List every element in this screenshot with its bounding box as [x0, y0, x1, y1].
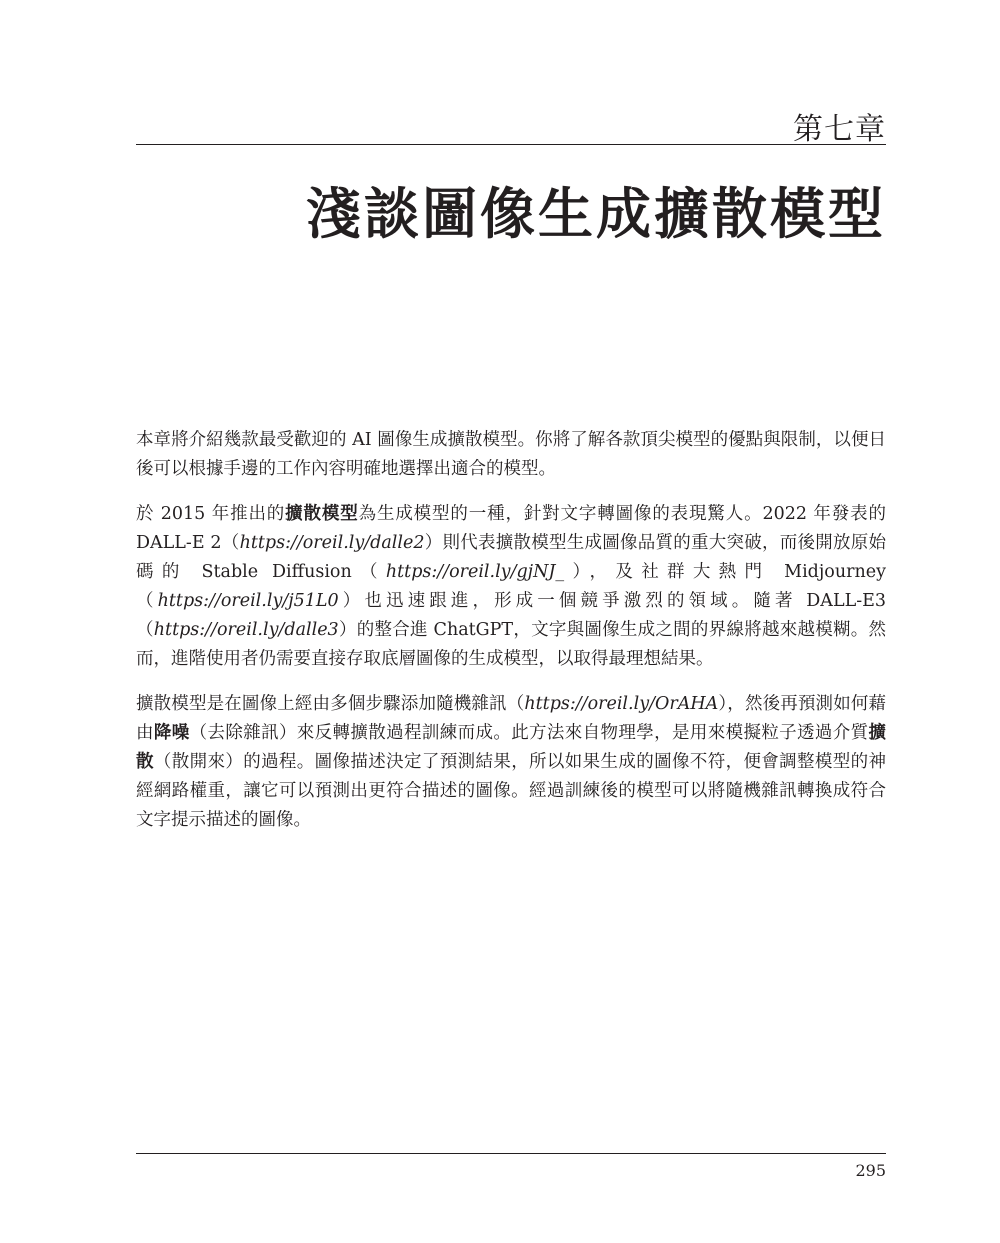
paragraph-mechanism: [136, 690, 886, 835]
link-midjourney[interactable]: https://oreil.ly/j51L0: [157, 591, 339, 611]
text-run: ），然後再預測如何藉由: [136, 694, 887, 743]
text-run: ）也迅速跟進，形成一個競爭激烈的領域。隨著 DALL-E3（: [136, 591, 887, 640]
paragraph-intro: 本章將介紹幾款最受歡迎的 AI 圖像生成擴散模型。你將了解各款頂尖模型的優點與限制，以便日後可以根據手邊的工作內容明確地選擇出適合的模型。: [136, 430, 886, 479]
header-divider: [136, 144, 886, 145]
text-run: 於 2015 年推出的: [136, 504, 286, 524]
text-run: 為生成模型的一種，針對文字轉圖像的表現驚人。2022 年發表的 DALL-E 2（: [136, 504, 886, 553]
page-number: 295: [855, 1161, 886, 1180]
term-diffusion-model: 擴散模型: [285, 504, 359, 524]
text-run: 擴散模型是在圖像上經由多個步驟添加隨機雜訊（: [136, 694, 525, 714]
text-run: ）則代表擴散模型生成圖像品質的重大突破，而後開放原始碼的 Stable Diffusion（: [136, 533, 887, 582]
text-run: （散開來）的過程。圖像描述決定了預測結果，所以如果生成的圖像不符，便會調整模型的神經網路權重，讓它可以預測出更符合描述的圖像。經過訓練後的模型可以將隨機雜訊轉換成符合文字提示描述的圖像。: [136, 752, 887, 830]
link-noise[interactable]: https://oreil.ly/OrAHA: [524, 694, 719, 714]
paragraph-history: [136, 500, 886, 674]
chapter-title: 淺談圖像生成擴散模型: [305, 182, 886, 246]
body-text: [136, 426, 886, 851]
text-run: ）的整合進 ChatGPT，文字與圖像生成之間的界線將越來越模糊。然而，進階使用者仍需要直接存取底層圖像的生成模型，以取得最理想結果。: [136, 620, 886, 669]
link-dalle3[interactable]: https://oreil.ly/dalle3: [153, 620, 339, 640]
term-denoising: 降噪: [153, 723, 190, 743]
link-stable-diffusion[interactable]: https://oreil.ly/gjNJ_: [385, 562, 565, 582]
chapter-label: 第七章: [793, 112, 886, 147]
link-dalle2[interactable]: https://oreil.ly/dalle2: [239, 533, 425, 553]
term-diffusion: 擴散: [136, 723, 887, 772]
text-run: ），及社群大熱門 Midjourney（: [136, 562, 886, 611]
text-run: （去除雜訊）來反轉擴散過程訓練而成。此方法來自物理學，是用來模擬粒子透過介質: [189, 723, 869, 743]
footer-divider: [136, 1153, 886, 1154]
